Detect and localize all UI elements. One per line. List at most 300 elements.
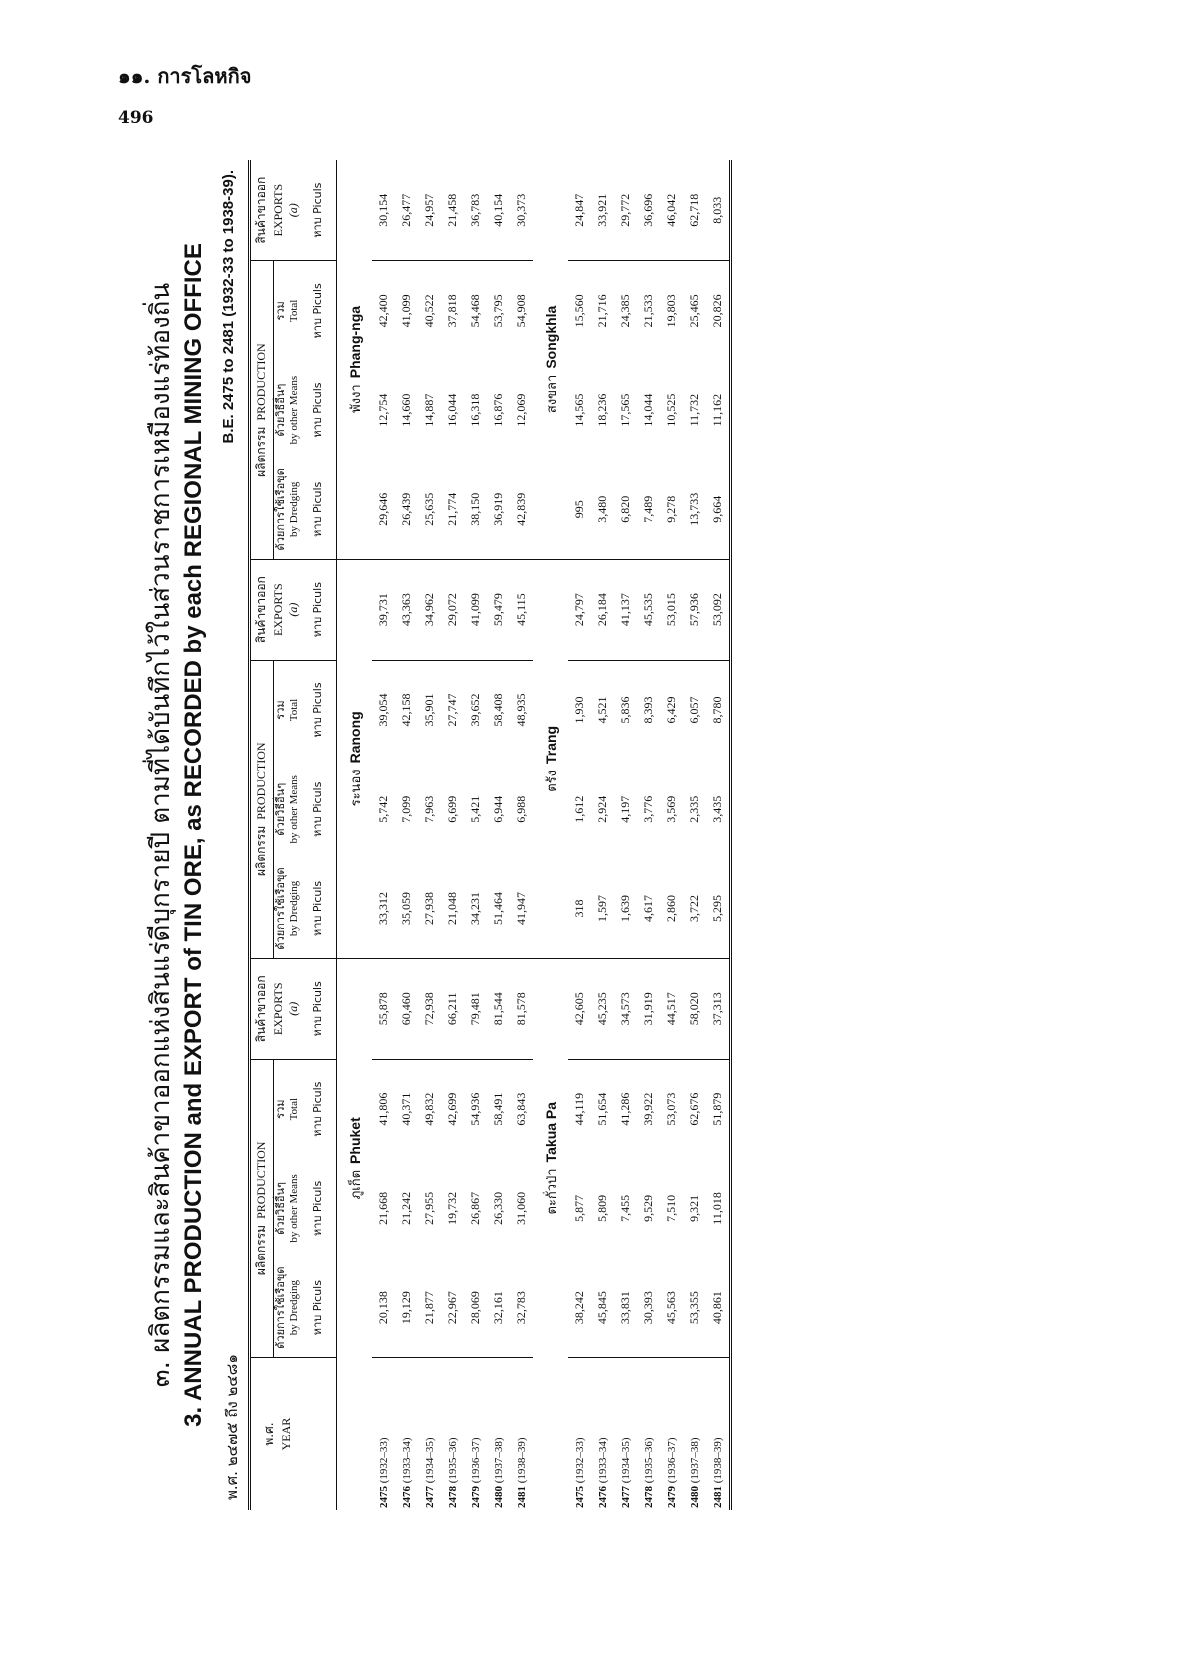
production-thai-3: ผลิตกรรม xyxy=(254,426,269,477)
value-cell: 36,783 xyxy=(464,160,487,261)
region-label xyxy=(337,160,373,559)
value-cell: 2,924 xyxy=(595,795,609,823)
value-cell: 3,480 xyxy=(591,460,614,559)
year-cell xyxy=(372,1358,395,1510)
table-body xyxy=(337,160,731,1510)
value-cell: 22,967 xyxy=(441,1258,464,1357)
value-cell: 26,867 xyxy=(468,1191,482,1225)
value-cell: 45,115 xyxy=(510,559,533,660)
year-be: 2477 xyxy=(619,1486,632,1508)
table-row xyxy=(372,160,395,1510)
value-cell: 4,617 xyxy=(637,859,660,958)
value-cell: 31,919 xyxy=(637,958,660,1059)
value-cell: 1,612 xyxy=(572,795,586,823)
year-be: 2475 xyxy=(377,1486,390,1508)
year-ce: (1934–35) xyxy=(619,1437,632,1484)
other-en-1: by other Means xyxy=(287,1174,300,1243)
value-cell: 21,668 xyxy=(376,1191,390,1225)
value-cell: 45,845 xyxy=(591,1258,614,1357)
year-be: 2478 xyxy=(642,1486,655,1508)
value-cell: 5,742 xyxy=(376,795,390,823)
other-thai-1: ด้วยวิธีอื่นๆ xyxy=(274,1182,288,1235)
value-cell: 21,877 xyxy=(418,1258,441,1357)
year-ce: (1932–33) xyxy=(377,1437,390,1484)
region-spacer xyxy=(533,1358,568,1510)
exports-thai-1: สินค้าขาออก xyxy=(254,975,268,1043)
value-cell: 42,605 xyxy=(568,958,591,1059)
production-thai-1: ผลิตกรรม xyxy=(254,1224,269,1276)
year-ce: (1938–39) xyxy=(515,1437,528,1484)
units-row xyxy=(302,160,337,1510)
value-cell: 25,465 xyxy=(687,294,701,328)
value-cell: 21,458 xyxy=(441,160,464,261)
value-cell: 6,429 xyxy=(664,696,678,724)
year-ce: (1938–39) xyxy=(711,1437,724,1484)
value-cell: 42,699 xyxy=(445,1092,459,1126)
value-cell: 2,335 xyxy=(687,795,701,823)
region-name-en: Phuket xyxy=(347,1117,363,1164)
value-cell: 2,860 xyxy=(660,859,683,958)
value-cell: 53,073 xyxy=(664,1092,678,1126)
value-cell: 37,313 xyxy=(706,958,731,1059)
year-be: 2481 xyxy=(711,1486,724,1508)
value-cell: 51,879 xyxy=(706,1059,731,1159)
value-cell: 62,676 xyxy=(687,1092,701,1126)
year-be: 2476 xyxy=(596,1486,609,1508)
unit-cell: หาบ Piculs xyxy=(302,958,337,1059)
value-cell: 48,935 xyxy=(514,693,528,727)
value-cell: 40,371 xyxy=(399,1092,413,1126)
region-name-thai: ระนอง xyxy=(349,769,364,807)
value-cell: 11,162 xyxy=(706,360,731,459)
value-cell: 42,158 xyxy=(399,693,413,727)
year-cell xyxy=(487,1358,510,1510)
dredging-thai-1: ด้วยการใช้เรือขุด xyxy=(274,1266,288,1349)
table-row xyxy=(395,160,418,1510)
value-cell: 21,242 xyxy=(399,1191,413,1225)
other-en-3: by other Means xyxy=(287,375,300,445)
region-label xyxy=(533,160,568,559)
value-cell: 51,654 xyxy=(595,1092,609,1126)
year-header-en: YEAR xyxy=(278,1417,293,1451)
value-cell: 53,355 xyxy=(683,1258,706,1357)
value-cell: 24,957 xyxy=(418,160,441,261)
value-cell: 1,930 xyxy=(572,696,586,724)
exports-thai-2: สินค้าขาออก xyxy=(254,576,268,644)
other-thai-3: ด้วยวิธีอื่นๆ xyxy=(274,383,288,437)
exports-note-3: (a) xyxy=(286,203,300,218)
value-cell: 24,847 xyxy=(568,160,591,261)
value-cell: 33,831 xyxy=(614,1258,637,1357)
value-cell: 10,525 xyxy=(664,393,678,427)
dredging-thai-3: ด้วยการใช้เรือขุด xyxy=(274,468,288,551)
region-name-thai: ตรัง xyxy=(545,770,560,792)
value-cell: 45,235 xyxy=(591,958,614,1059)
other-header-1 xyxy=(273,1159,302,1258)
value-cell: 7,963 xyxy=(422,795,436,823)
value-cell: 58,491 xyxy=(491,1092,505,1126)
value-cell: 20,138 xyxy=(372,1258,395,1357)
other-en-2: by other Means xyxy=(287,775,300,844)
value-cell: 42,839 xyxy=(510,460,533,559)
value-cell: 20,826 xyxy=(706,261,731,361)
value-cell: 6,820 xyxy=(614,460,637,559)
value-cell: 5,836 xyxy=(618,696,632,724)
value-cell: 26,184 xyxy=(591,559,614,660)
total-en-1: Total xyxy=(287,1097,300,1121)
value-cell: 62,718 xyxy=(683,160,706,261)
value-cell: 8,393 xyxy=(641,696,655,724)
value-cell: 39,652 xyxy=(468,693,482,727)
year-cell xyxy=(418,1358,441,1510)
value-cell: 54,468 xyxy=(468,294,482,328)
table-row xyxy=(591,160,614,1510)
year-cell xyxy=(660,1358,683,1510)
value-cell: 19,129 xyxy=(395,1258,418,1357)
value-cell: 49,832 xyxy=(422,1092,436,1126)
year-cell xyxy=(510,1358,533,1510)
year-ce: (1936–37) xyxy=(665,1437,678,1484)
total-thai-1: รวม xyxy=(274,1099,288,1119)
dredging-header-2 xyxy=(273,859,302,958)
value-cell: 30,154 xyxy=(372,160,395,261)
year-cell xyxy=(395,1358,418,1510)
value-cell: 60,460 xyxy=(395,958,418,1059)
value-cell: 8,033 xyxy=(706,160,731,261)
exports-en-3: EXPORTS xyxy=(271,183,285,237)
value-cell: 5,809 xyxy=(595,1194,609,1222)
unit-cell: หาบ Piculs xyxy=(302,160,337,261)
region-name-en: Ranong xyxy=(347,711,363,764)
value-cell: 5,877 xyxy=(572,1194,586,1222)
value-cell: 38,150 xyxy=(464,460,487,559)
value-cell: 41,099 xyxy=(399,294,413,328)
value-cell: 58,408 xyxy=(491,693,505,727)
exports-header-2 xyxy=(250,559,303,660)
value-cell: 5,295 xyxy=(706,859,731,958)
year-cell xyxy=(637,1358,660,1510)
value-cell: 40,522 xyxy=(422,294,436,328)
value-cell: 39,731 xyxy=(372,559,395,660)
value-cell: 9,278 xyxy=(660,460,683,559)
value-cell: 3,776 xyxy=(641,795,655,823)
year-be: 2479 xyxy=(665,1486,678,1508)
region-name-en: Phang-nga xyxy=(347,305,363,379)
unit-cell: หาบ Piculs xyxy=(302,859,337,958)
value-cell: 11,018 xyxy=(706,1159,731,1258)
value-cell: 995 xyxy=(568,460,591,559)
value-cell: 58,020 xyxy=(683,958,706,1059)
value-cell: 53,795 xyxy=(491,294,505,328)
value-cell: 41,137 xyxy=(614,559,637,660)
dredging-header-3 xyxy=(273,460,302,559)
value-cell: 29,772 xyxy=(614,160,637,261)
production-header-1 xyxy=(250,1059,274,1357)
value-cell: 36,919 xyxy=(487,460,510,559)
year-header-thai: พ.ศ. xyxy=(261,1422,276,1446)
value-cell: 40,861 xyxy=(706,1258,731,1357)
production-en-1: PRODUCTION xyxy=(254,1141,269,1219)
exports-thai-3: สินค้าขาออก xyxy=(254,176,268,244)
value-cell: 4,521 xyxy=(595,696,609,724)
period-english: B.E. 2475 to 2481 (1932-33 to 1938-39). xyxy=(220,170,237,444)
value-cell: 31,060 xyxy=(514,1191,528,1225)
rotated-table-page xyxy=(140,160,1090,1510)
unit-cell-year xyxy=(302,1358,337,1510)
header-row-groups xyxy=(250,160,274,1510)
value-cell: 8,780 xyxy=(706,660,731,760)
region-name-thai: ตะกั่วป่า xyxy=(545,1168,560,1215)
value-cell: 26,439 xyxy=(395,460,418,559)
year-ce: (1935–36) xyxy=(446,1437,459,1484)
year-be: 2480 xyxy=(492,1486,505,1508)
table-row xyxy=(464,160,487,1510)
year-cell xyxy=(591,1358,614,1510)
year-header xyxy=(250,1358,303,1510)
table-row xyxy=(614,160,637,1510)
region-name-thai: พังงา xyxy=(349,384,364,413)
other-header-3 xyxy=(273,360,302,459)
value-cell: 16,318 xyxy=(468,393,482,427)
value-cell: 14,887 xyxy=(422,393,436,427)
table-row xyxy=(418,160,441,1510)
year-ce: (1935–36) xyxy=(642,1437,655,1484)
value-cell: 24,385 xyxy=(618,294,632,328)
value-cell: 11,732 xyxy=(687,393,701,427)
region-label xyxy=(533,958,568,1357)
value-cell: 29,646 xyxy=(372,460,395,559)
value-cell: 57,936 xyxy=(683,559,706,660)
total-header-1 xyxy=(273,1059,302,1159)
year-ce: (1937–38) xyxy=(688,1437,701,1484)
unit-cell: หาบ Piculs xyxy=(302,360,337,459)
value-cell: 27,955 xyxy=(422,1191,436,1225)
value-cell: 14,565 xyxy=(572,393,586,427)
value-cell: 26,330 xyxy=(491,1191,505,1225)
unit-cell: หาบ Piculs xyxy=(302,1059,337,1159)
value-cell: 14,660 xyxy=(399,393,413,427)
region-name-en: Trang xyxy=(543,725,559,765)
value-cell: 33,921 xyxy=(591,160,614,261)
value-cell: 6,988 xyxy=(514,795,528,823)
header-row-subcolumns xyxy=(273,160,302,1510)
total-en-2: Total xyxy=(287,698,300,722)
value-cell: 34,231 xyxy=(464,859,487,958)
value-cell: 6,057 xyxy=(687,696,701,724)
value-cell: 15,560 xyxy=(572,294,586,328)
dredging-en-2: by Dredging xyxy=(287,880,300,937)
value-cell: 18,236 xyxy=(595,393,609,427)
year-ce: (1937–38) xyxy=(492,1437,505,1484)
region-header-row xyxy=(337,160,373,1510)
year-ce: (1934–35) xyxy=(423,1437,436,1484)
value-cell: 41,806 xyxy=(376,1092,390,1126)
value-cell: 81,578 xyxy=(510,958,533,1059)
value-cell: 1,597 xyxy=(591,859,614,958)
value-cell: 16,876 xyxy=(491,393,505,427)
value-cell: 21,774 xyxy=(441,460,464,559)
production-header-3 xyxy=(250,261,274,559)
value-cell: 34,962 xyxy=(418,559,441,660)
value-cell: 27,938 xyxy=(418,859,441,958)
total-thai-3: รวม xyxy=(274,301,288,321)
table-row xyxy=(441,160,464,1510)
value-cell: 3,722 xyxy=(683,859,706,958)
value-cell: 72,938 xyxy=(418,958,441,1059)
exports-header-3 xyxy=(250,160,303,261)
region-name-thai: สงขลา xyxy=(545,374,560,414)
region-label xyxy=(337,559,373,958)
value-cell: 9,529 xyxy=(641,1194,655,1222)
value-cell: 40,154 xyxy=(487,160,510,261)
total-en-3: Total xyxy=(287,299,300,323)
value-cell: 30,373 xyxy=(510,160,533,261)
value-cell: 7,510 xyxy=(664,1194,678,1222)
year-ce: (1933–34) xyxy=(596,1437,609,1484)
value-cell: 26,477 xyxy=(395,160,418,261)
value-cell: 81,544 xyxy=(487,958,510,1059)
value-cell: 12,754 xyxy=(376,393,390,427)
value-cell: 12,069 xyxy=(514,393,528,427)
year-ce: (1936–37) xyxy=(469,1437,482,1484)
value-cell: 45,535 xyxy=(637,559,660,660)
page-number: 496 xyxy=(118,108,154,128)
value-cell: 55,878 xyxy=(372,958,395,1059)
value-cell: 3,435 xyxy=(706,760,731,859)
year-cell xyxy=(614,1358,637,1510)
value-cell: 53,015 xyxy=(660,559,683,660)
unit-cell: หาบ Piculs xyxy=(302,460,337,559)
table-row xyxy=(510,160,533,1510)
year-be: 2481 xyxy=(515,1486,528,1508)
value-cell: 13,733 xyxy=(683,460,706,559)
table-row xyxy=(683,160,706,1510)
value-cell: 19,732 xyxy=(445,1191,459,1225)
value-cell: 46,042 xyxy=(660,160,683,261)
value-cell: 29,072 xyxy=(441,559,464,660)
value-cell: 28,069 xyxy=(464,1258,487,1357)
year-cell xyxy=(464,1358,487,1510)
value-cell: 1,639 xyxy=(614,859,637,958)
value-cell: 25,635 xyxy=(418,460,441,559)
year-be: 2475 xyxy=(573,1486,586,1508)
value-cell: 35,901 xyxy=(422,693,436,727)
region-name-thai: ภูเก็ต xyxy=(349,1169,364,1200)
value-cell: 7,455 xyxy=(618,1194,632,1222)
year-be: 2478 xyxy=(446,1486,459,1508)
value-cell: 44,517 xyxy=(660,958,683,1059)
title-thai: ๓. ผลิตกรรมและสินค้าขาออกแห่งสินแร่ดีบุกรายปี ตามที่ได้บันทึกไว้ในส่วนราชการเหมืองแร่ท้องถิ่น xyxy=(146,282,176,1388)
region-label xyxy=(533,559,568,958)
year-ce: (1932–33) xyxy=(573,1437,586,1484)
value-cell: 4,197 xyxy=(618,795,632,823)
value-cell: 53,092 xyxy=(706,559,731,660)
exports-note-2: (a) xyxy=(286,602,300,617)
value-cell: 41,099 xyxy=(464,559,487,660)
table-row xyxy=(487,160,510,1510)
unit-cell: หาบ Piculs xyxy=(302,1159,337,1258)
value-cell: 17,565 xyxy=(618,393,632,427)
value-cell: 45,563 xyxy=(660,1258,683,1357)
year-cell xyxy=(706,1358,731,1510)
region-label xyxy=(337,958,373,1357)
value-cell: 6,699 xyxy=(445,795,459,823)
value-cell: 3,569 xyxy=(664,795,678,823)
year-be: 2480 xyxy=(688,1486,701,1508)
value-cell: 24,797 xyxy=(568,559,591,660)
exports-header-1 xyxy=(250,958,303,1059)
year-be: 2477 xyxy=(423,1486,436,1508)
value-cell: 14,044 xyxy=(641,393,655,427)
tin-ore-table xyxy=(248,160,732,1510)
value-cell: 54,908 xyxy=(514,294,528,328)
period-thai: พ.ศ. ๒๔๗๕ ถึง ๒๔๘๑ xyxy=(223,1354,241,1500)
value-cell: 59,479 xyxy=(487,559,510,660)
table-row xyxy=(706,160,731,1510)
value-cell: 19,803 xyxy=(664,294,678,328)
value-cell: 63,843 xyxy=(514,1092,528,1126)
year-ce: (1933–34) xyxy=(400,1437,413,1484)
dredging-header-1 xyxy=(273,1258,302,1357)
region-name-en: Takua Pa xyxy=(543,1101,559,1163)
value-cell: 33,312 xyxy=(372,859,395,958)
year-be: 2479 xyxy=(469,1486,482,1508)
unit-cell: หาบ Piculs xyxy=(302,660,337,760)
value-cell: 21,048 xyxy=(441,859,464,958)
table-row xyxy=(660,160,683,1510)
dredging-en-1: by Dredging xyxy=(287,1279,300,1336)
value-cell: 7,099 xyxy=(399,795,413,823)
value-cell: 42,400 xyxy=(376,294,390,328)
value-cell: 30,393 xyxy=(637,1258,660,1357)
unit-cell: หาบ Piculs xyxy=(302,1258,337,1357)
value-cell: 38,242 xyxy=(568,1258,591,1357)
year-cell xyxy=(441,1358,464,1510)
value-cell: 39,922 xyxy=(641,1092,655,1126)
exports-en-2: EXPORTS xyxy=(271,583,285,636)
production-header-2 xyxy=(250,660,274,958)
value-cell: 41,947 xyxy=(510,859,533,958)
dredging-thai-2: ด้วยการใช้เรือขุด xyxy=(274,867,288,950)
section-header: ๑๑. การโลหกิจ xyxy=(118,64,252,88)
year-be: 2476 xyxy=(400,1486,413,1508)
value-cell: 9,321 xyxy=(687,1194,701,1222)
value-cell: 41,286 xyxy=(618,1092,632,1126)
value-cell: 37,818 xyxy=(445,294,459,328)
value-cell: 5,421 xyxy=(468,795,482,823)
region-header-row xyxy=(533,160,568,1510)
year-cell xyxy=(683,1358,706,1510)
value-cell: 34,573 xyxy=(614,958,637,1059)
value-cell: 43,363 xyxy=(395,559,418,660)
value-cell: 21,716 xyxy=(595,294,609,328)
year-cell xyxy=(568,1358,591,1510)
value-cell: 318 xyxy=(568,859,591,958)
value-cell: 32,161 xyxy=(487,1258,510,1357)
value-cell: 35,059 xyxy=(395,859,418,958)
title-english: 3. ANNUAL PRODUCTION and EXPORT of TIN ORE, as RECORDED by each REGIONAL MINING OFFICE xyxy=(180,243,207,1427)
table-row xyxy=(568,160,591,1510)
table-row xyxy=(637,160,660,1510)
other-thai-2: ด้วยวิธีอื่นๆ xyxy=(274,782,288,836)
value-cell: 36,696 xyxy=(637,160,660,261)
production-thai-2: ผลิตกรรม xyxy=(254,825,269,877)
total-header-3 xyxy=(273,261,302,361)
value-cell: 9,664 xyxy=(706,460,731,559)
dredging-en-3: by Dredging xyxy=(287,481,300,537)
value-cell: 79,481 xyxy=(464,958,487,1059)
value-cell: 44,119 xyxy=(572,1092,586,1126)
